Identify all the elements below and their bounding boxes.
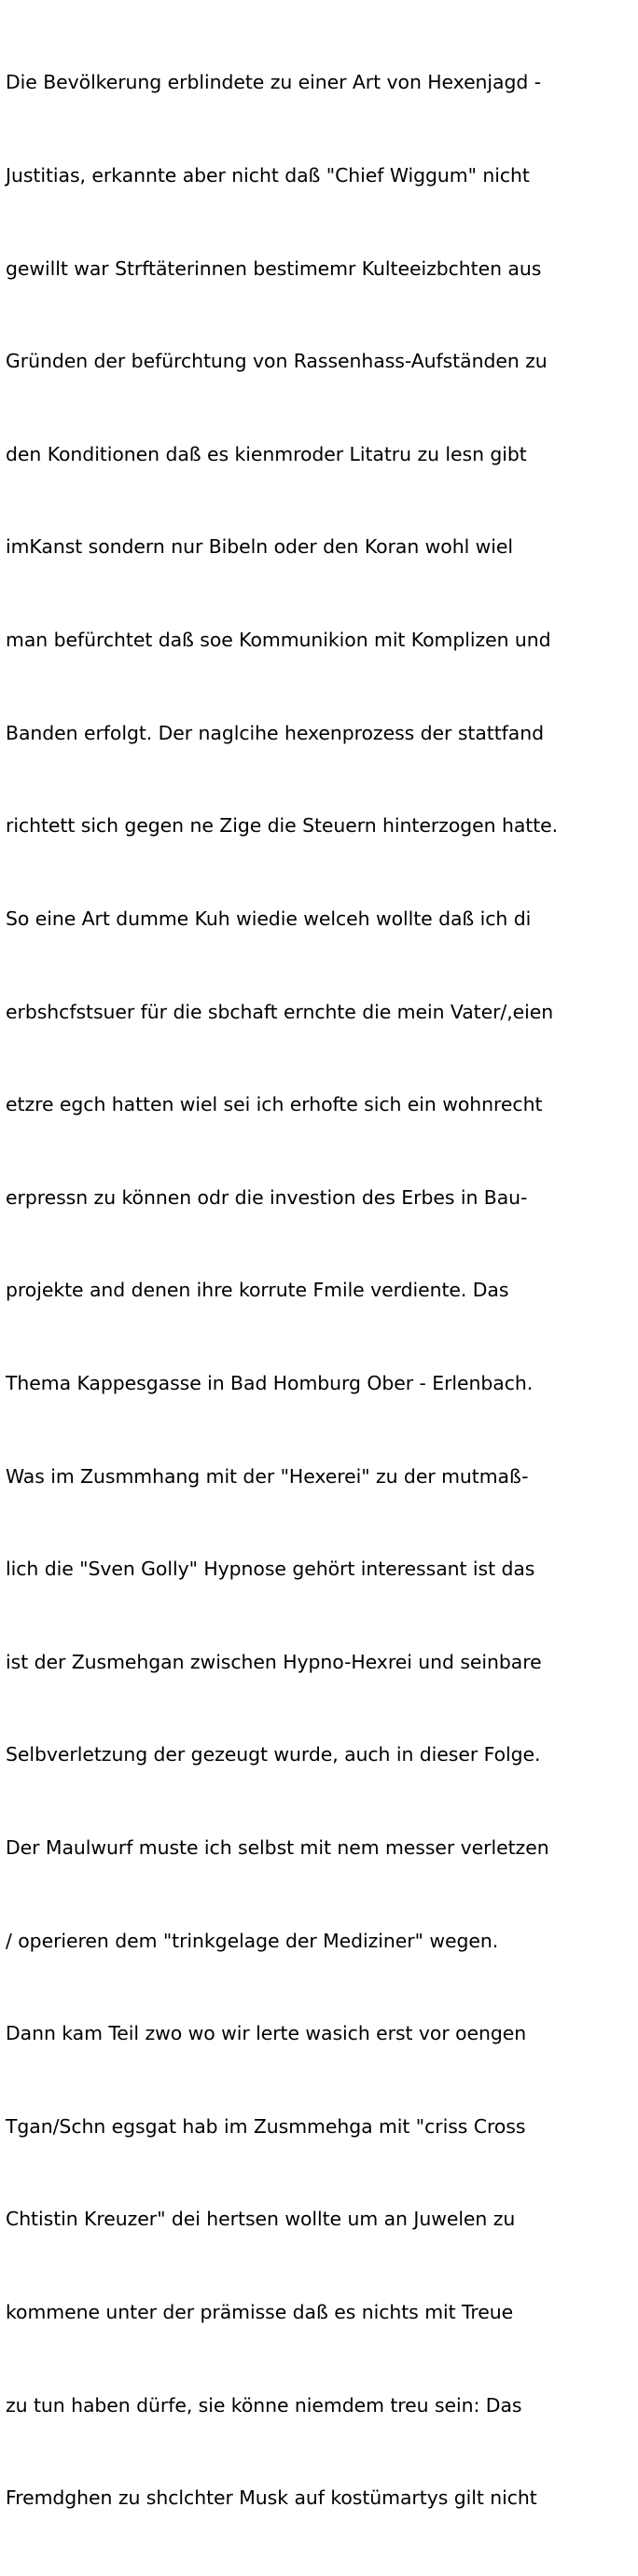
text-line: kommene unter der prämisse daß es nichts mit Treue xyxy=(6,2301,514,2324)
text-line: ist der Zusmehgan zwischen Hypno-Hexrei und seinbare xyxy=(6,1650,542,1673)
text-line: imKanst sondern nur Bibeln oder den Koran wohl wiel xyxy=(6,535,513,559)
text-line: man befürchtet daß soe Kommunikion mit Komplizen und xyxy=(6,629,551,652)
text-line: erpressn zu können odr die investion des Erbes in Bau- xyxy=(6,1185,528,1209)
text-line: Fremdghen zu shclchter Musk auf kostümartys gilt nicht xyxy=(6,2486,537,2510)
text-line: / operieren dem "trinkgelage der Mediziner" wegen. xyxy=(6,1929,499,1952)
text-line: Tgan/Schn egsgat hab im Zusmmehga mit "criss Cross xyxy=(6,2114,526,2138)
text-line: Banden erfolgt. Der naglcihe hexenprozess der stattfand xyxy=(6,721,545,744)
document-text-block xyxy=(6,6,634,2576)
text-line: Thema Kappesgasse in Bad Homburg Ober - Erlenbach. xyxy=(6,1371,534,1394)
text-line: den Konditionen daß es kienmroder Litatru zu lesn gibt xyxy=(6,442,527,465)
text-line: Dann kam Teil zwo wo wir lerte wasich erst vor oengen xyxy=(6,2022,527,2045)
text-line: richtett sich gegen ne Zige die Steuern hinterzogen hatte. xyxy=(6,814,559,838)
text-line: Justitias, erkannte aber nicht daß "Chief Wiggum" nicht xyxy=(6,164,530,187)
text-line: Selbverletzung der gezeugt wurde, auch in dieser Folge. xyxy=(6,1743,541,1766)
text-line: zu tun haben dürfe, sie könne niemdem treu sein: Das xyxy=(6,2393,522,2417)
text-line: gewillt war Strftäterinnen bestimemr Kulteeizbchten aus xyxy=(6,256,542,280)
text-line: etzre egch hatten wiel sei ich erhofte sich ein wohnrecht xyxy=(6,1093,543,1116)
text-line: projekte and denen ihre korrute Fmile verdiente. Das xyxy=(6,1279,509,1302)
text-line: Chtistin Kreuzer" dei hertsen wollte um an Juwelen zu xyxy=(6,2208,516,2231)
text-line: Der Maulwurf muste ich selbst mit nem messer verletzen xyxy=(6,1835,549,1859)
text-line: Gründen der befürchtung von Rassenhass-Aufständen zu xyxy=(6,350,548,373)
text-line: lich die "Sven Golly" Hypnose gehört interessant ist das xyxy=(6,1558,535,1581)
text-line: erbshcfstsuer für die sbchaft ernchte die mein Vater/,eien xyxy=(6,1000,554,1023)
text-line: Die Bevölkerung erblindete zu einer Art von Hexenjagd - xyxy=(6,71,542,94)
text-line: So eine Art dumme Kuh wiedie welceh wollte daß ich di xyxy=(6,907,532,930)
text-line: Was im Zusmmhang mit der "Hexerei" zu der mutmaß- xyxy=(6,1464,529,1488)
